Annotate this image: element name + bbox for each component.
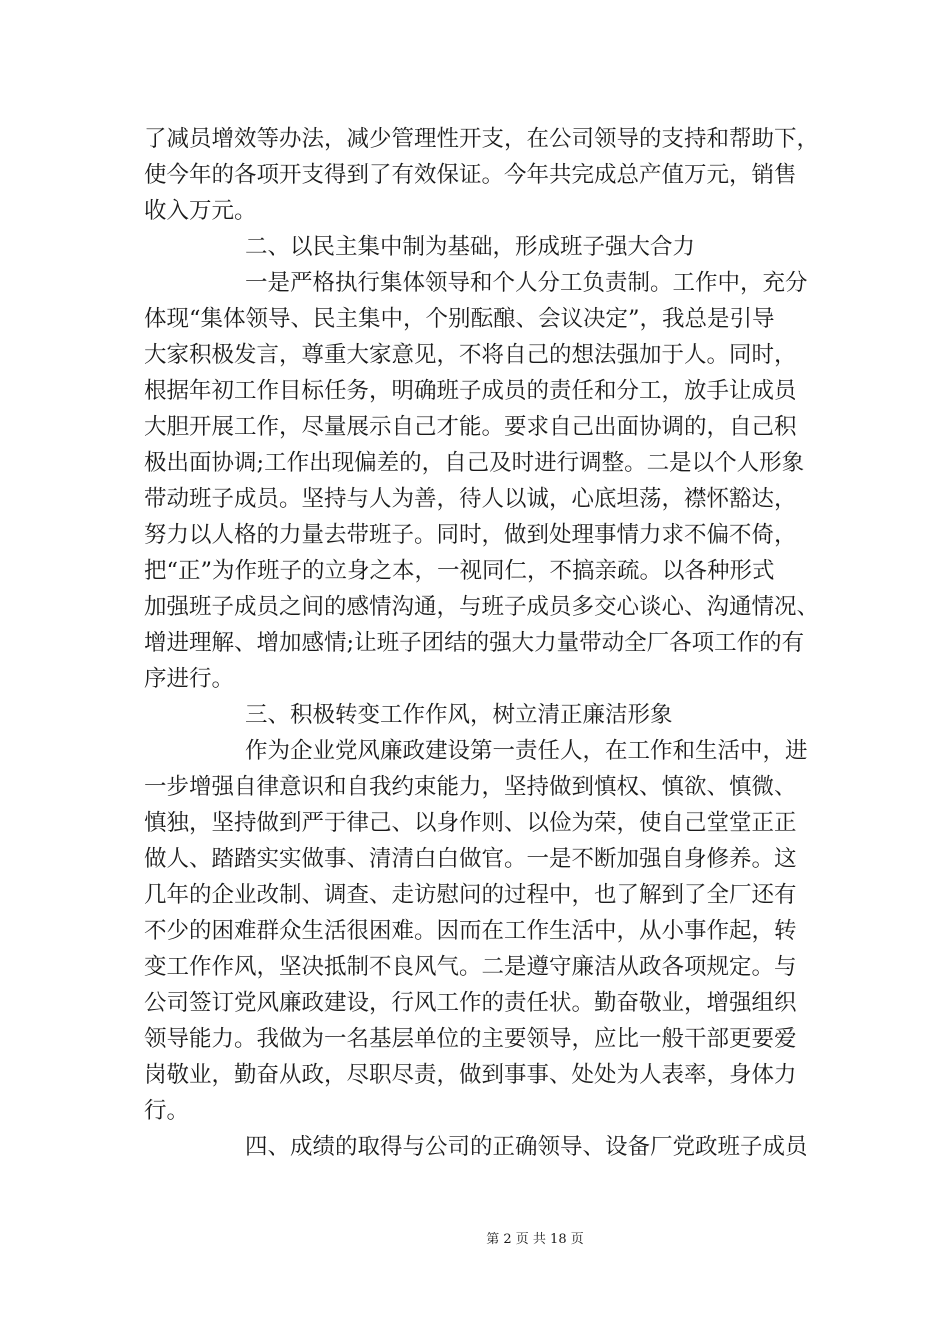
body-line: 慎独，坚持做到严于律己、以身作则、以俭为荣，使自己堂堂正正 bbox=[144, 810, 797, 836]
body-line: 极出面协调;工作出现偏差的，自己及时进行调整。二是以个人形象 bbox=[144, 450, 805, 476]
body-line: 大胆开展工作，尽量展示自己才能。要求自己出面协调的，自己积 bbox=[144, 414, 797, 440]
body-line: 努力以人格的力量去带班子。同时，做到处理事情力求不偏不倚， bbox=[144, 522, 797, 548]
section-heading: 四、成绩的取得与公司的正确领导、设备厂党政班子成员 bbox=[245, 1134, 808, 1160]
body-line: 大家积极发言，尊重大家意见，不将自己的想法强加于人。同时， bbox=[144, 342, 797, 368]
body-line: 做人、踏踏实实做事、清清白白做官。一是不断加强自身修养。这 bbox=[144, 846, 797, 872]
body-line: 增进理解、增加感情;让班子团结的强大力量带动全厂各项工作的有 bbox=[144, 630, 805, 656]
body-line: 序进行。 bbox=[144, 666, 235, 692]
body-line: 带动班子成员。坚持与人为善，待人以诚，心底坦荡，襟怀豁达， bbox=[144, 486, 797, 512]
body-line: 收入万元。 bbox=[144, 198, 257, 224]
body-line: 领导能力。我做为一名基层单位的主要领导，应比一般干部更要爱 bbox=[144, 1026, 797, 1052]
body-line: 作为企业党风廉政建设第一责任人，在工作和生活中，进 bbox=[245, 738, 808, 764]
body-line: 体现“集体领导、民主集中，个别酝酿、会议决定”，我总是引导 bbox=[144, 306, 775, 332]
body-line: 不少的困难群众生活很困难。因而在工作生活中，从小事作起，转 bbox=[144, 918, 797, 944]
body-line: 使今年的各项开支得到了有效保证。今年共完成总产值万元，销售 bbox=[144, 162, 797, 188]
body-line: 把“正”为作班子的立身之本，一视同仁，不搞亲疏。以各种形式 bbox=[144, 558, 775, 584]
body-line: 一步增强自律意识和自我约束能力，坚持做到慎权、慎欲、慎微、 bbox=[144, 774, 797, 800]
body-line: 加强班子成员之间的感情沟通，与班子成员多交心谈心、沟通情况、 bbox=[144, 594, 820, 620]
body-line: 了减员增效等办法，减少管理性开支，在公司领导的支持和帮助下， bbox=[144, 126, 820, 152]
body-line: 几年的企业改制、调查、走访慰问的过程中，也了解到了全厂还有 bbox=[144, 882, 797, 908]
body-line: 根据年初工作目标任务，明确班子成员的责任和分工，放手让成员 bbox=[144, 378, 797, 404]
body-line: 一是严格执行集体领导和个人分工负责制。工作中，充分 bbox=[245, 270, 808, 296]
page-number-footer: 第 2 页 共 18 页 bbox=[486, 1232, 584, 1247]
body-line: 变工作作风，坚决抵制不良风气。二是遵守廉洁从政各项规定。与 bbox=[144, 954, 797, 980]
section-heading: 二、以民主集中制为基础，形成班子强大合力 bbox=[245, 234, 696, 260]
section-heading: 三、积极转变工作作风，树立清正廉洁形象 bbox=[245, 702, 673, 728]
body-line: 岗敬业，勤奋从政，尽职尽责，做到事事、处处为人表率，身体力 bbox=[144, 1062, 797, 1088]
body-line: 行。 bbox=[144, 1098, 190, 1124]
body-line: 公司签订党风廉政建设，行风工作的责任状。勤奋敬业，增强组织 bbox=[144, 990, 797, 1016]
